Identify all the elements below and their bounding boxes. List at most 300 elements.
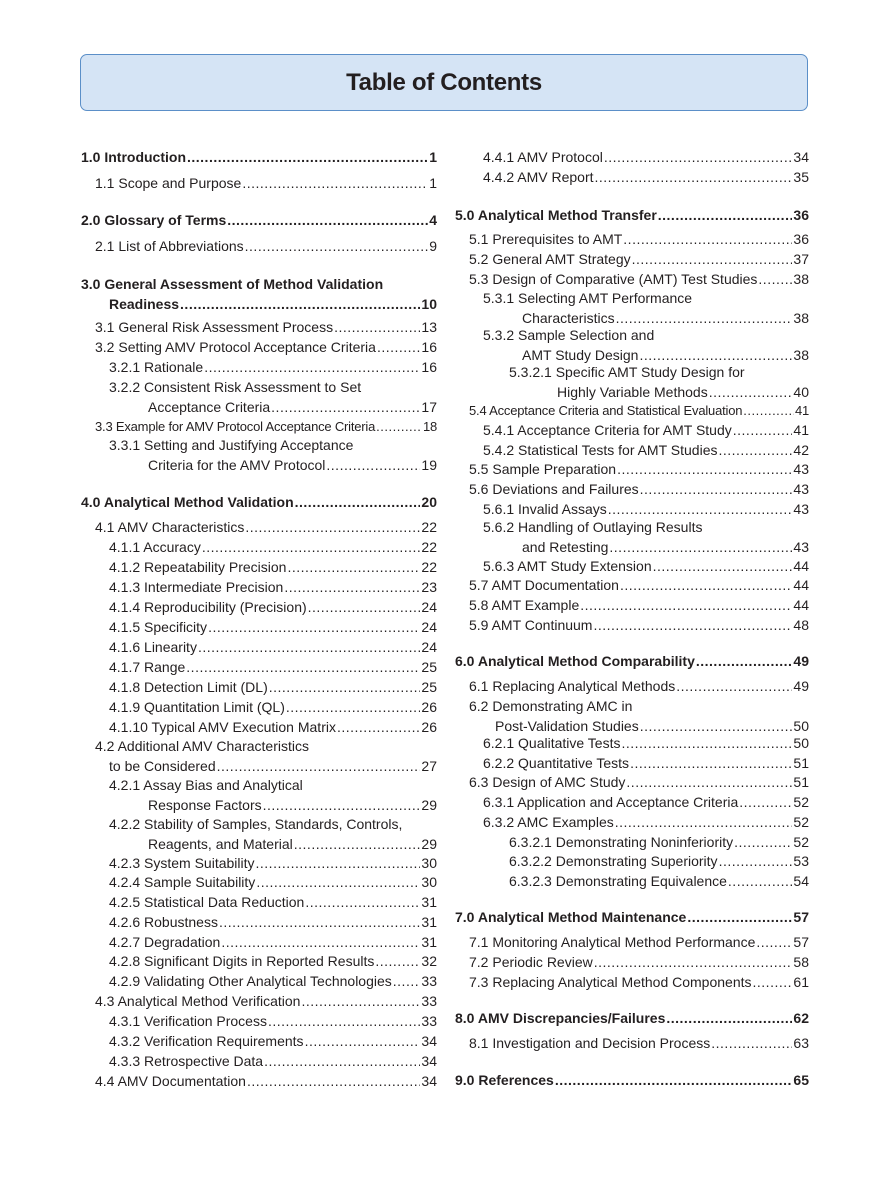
toc-entry[interactable]: [81, 338, 437, 358]
toc-page-number: 31: [421, 914, 437, 930]
toc-entry-label: 5.1 Prerequisites to AMT: [469, 231, 623, 247]
toc-entry-label: 2.0 Glossary of Terms: [81, 212, 227, 228]
dot-leader: [653, 557, 793, 577]
toc-entry-label: 6.3.2 AMC Examples: [483, 814, 614, 830]
toc-entry[interactable]: [81, 1012, 437, 1032]
toc-entry[interactable]: [455, 289, 809, 328]
toc-entry-label: 5.2 General AMT Strategy: [469, 251, 631, 267]
toc-entry-label: 4.2.8 Significant Digits in Reported Results: [109, 953, 375, 969]
toc-entry-label: 6.2.2 Quantitative Tests: [483, 755, 630, 771]
toc-entry-label: Characteristics: [522, 309, 615, 326]
toc-page-number: 34: [421, 1033, 437, 1049]
toc-entry-label: 7.3 Replacing Analytical Method Components: [469, 974, 752, 990]
toc-page-number: 36: [793, 231, 809, 247]
toc-page-number: 25: [421, 659, 437, 675]
dot-leader: [756, 933, 792, 953]
toc-entry[interactable]: [81, 972, 437, 992]
dot-leader: [617, 460, 792, 480]
dot-leader: [594, 953, 793, 973]
toc-page-number: 34: [421, 1073, 437, 1089]
toc-page-number: 34: [421, 1053, 437, 1069]
toc-entry[interactable]: [81, 698, 437, 718]
dot-leader: [227, 211, 428, 231]
toc-page-number: 16: [421, 339, 437, 355]
toc-entry-title-line: 6.2 Demonstrating AMC in: [469, 698, 633, 714]
dot-leader: [337, 718, 420, 738]
toc-entry[interactable]: [455, 616, 809, 636]
toc-page-number: 22: [421, 559, 437, 575]
toc-entry-label: 4.1.5 Specificity: [109, 619, 208, 635]
dot-leader: [666, 1009, 792, 1029]
toc-entry-label: 4.3.2 Verification Requirements: [109, 1033, 304, 1049]
toc-entry[interactable]: [455, 480, 809, 500]
toc-entry-label: and Retesting: [522, 538, 609, 555]
dot-leader: [198, 638, 420, 658]
dot-leader: [753, 973, 793, 993]
toc-entry-label: 4.3.3 Retrospective Data: [109, 1053, 264, 1069]
toc-entry-label: 6.3.2.1 Demonstrating Noninferiority: [509, 834, 734, 850]
toc-entry-label: 5.4.1 Acceptance Criteria for AMT Study: [483, 422, 732, 438]
toc-chapter-entry[interactable]: [81, 148, 437, 168]
dot-leader: [377, 338, 420, 358]
toc-page-number: 4: [429, 212, 437, 228]
toc-entry-label: Reagents, and Material: [148, 835, 293, 852]
toc-entry[interactable]: [81, 578, 437, 598]
toc-page-number: 33: [421, 973, 437, 989]
dot-leader: [711, 1034, 792, 1054]
toc-entry[interactable]: [455, 973, 809, 993]
toc-entry[interactable]: [455, 363, 809, 402]
dot-leader: [626, 773, 792, 793]
toc-page-number: 33: [421, 993, 437, 1009]
toc-page-number: 51: [793, 774, 809, 790]
toc-chapter-entry[interactable]: [455, 1071, 809, 1091]
toc-page-number: 34: [793, 149, 809, 165]
toc-entry-title-line: 5.3.2.1 Specific AMT Study Design for: [509, 364, 745, 380]
toc-entry-label: 4.3.1 Verification Process: [109, 1013, 267, 1029]
dot-leader: [301, 992, 420, 1012]
toc-entry-label: Readiness: [109, 295, 180, 312]
toc-entry[interactable]: [455, 833, 809, 853]
toc-entry[interactable]: [81, 518, 437, 538]
toc-entry[interactable]: [455, 596, 809, 616]
dot-leader: [743, 401, 794, 421]
toc-page-number: 44: [793, 577, 809, 593]
toc-entry-title-line: 3.0 General Assessment of Method Validation: [81, 276, 384, 292]
toc-entry[interactable]: [455, 933, 809, 953]
toc-entry-label: 6.3.2.2 Demonstrating Superiority: [509, 853, 718, 869]
toc-page-number: 20: [421, 494, 437, 510]
toc-entry-label: 4.1 AMV Characteristics: [95, 519, 245, 535]
toc-entry-label: Post-Validation Studies: [495, 717, 639, 734]
toc-page-number: 49: [793, 653, 809, 669]
toc-page-number: 24: [421, 639, 437, 655]
toc-entry[interactable]: [81, 618, 437, 638]
dot-leader: [593, 616, 792, 636]
toc-page-number: 23: [421, 579, 437, 595]
toc-entry-label: 5.5 Sample Preparation: [469, 461, 617, 477]
toc-entry[interactable]: [81, 417, 437, 437]
toc-page-number: 38: [793, 346, 809, 363]
toc-page-number: 32: [421, 953, 437, 969]
dot-leader: [718, 441, 792, 461]
dot-leader: [263, 796, 421, 816]
toc-page-number: 13: [421, 319, 437, 335]
toc-page-number: 22: [421, 519, 437, 535]
dot-leader: [334, 318, 420, 338]
dot-leader: [284, 578, 420, 598]
toc-entry-label: Criteria for the AMV Protocol: [148, 456, 326, 473]
dot-leader: [295, 493, 421, 513]
toc-entry[interactable]: [455, 518, 809, 557]
toc-page-number: 52: [793, 814, 809, 830]
toc-entry-label: 4.1.8 Detection Limit (DL): [109, 679, 268, 695]
toc-entry[interactable]: [455, 953, 809, 973]
toc-entry-label: 7.2 Periodic Review: [469, 954, 593, 970]
toc-entry-label: 5.6.1 Invalid Assays: [483, 501, 607, 517]
toc-entry-label: 4.2.9 Validating Other Analytical Technologies: [109, 973, 392, 989]
toc-entry-label: 4.3 Analytical Method Verification: [95, 993, 301, 1009]
toc-entry[interactable]: [455, 250, 809, 270]
toc-chapter-entry[interactable]: [81, 275, 437, 314]
toc-entry-label: 6.1 Replacing Analytical Methods: [469, 678, 676, 694]
toc-entry-label: 5.6 Deviations and Failures: [469, 481, 639, 497]
toc-entry[interactable]: [455, 168, 809, 188]
toc-page-number: 50: [793, 735, 809, 751]
toc-entry-label: 4.4.1 AMV Protocol: [483, 149, 603, 165]
toc-chapter-entry[interactable]: [455, 206, 809, 226]
toc-entry-label: 4.0 Analytical Method Validation: [81, 494, 294, 510]
dot-leader: [245, 518, 420, 538]
toc-entry[interactable]: [455, 576, 809, 596]
dot-leader: [676, 677, 792, 697]
toc-entry[interactable]: [455, 326, 809, 365]
toc-entry[interactable]: [455, 734, 809, 754]
toc-entry[interactable]: [81, 436, 437, 475]
toc-entry[interactable]: [455, 557, 809, 577]
toc-entry-label: 4.1.2 Repeatability Precision: [109, 559, 287, 575]
toc-entry[interactable]: [455, 697, 809, 736]
toc-entry-title-line: 3.3.1 Setting and Justifying Acceptance: [109, 437, 354, 453]
toc-entry[interactable]: [455, 872, 809, 892]
dot-leader: [739, 793, 792, 813]
dot-leader: [615, 813, 793, 833]
toc-page-number: 25: [421, 679, 437, 695]
toc-page-number: 26: [421, 699, 437, 715]
toc-entry-label: Highly Variable Methods: [557, 383, 708, 400]
toc-entry-title-line: 4.2.2 Stability of Samples, Standards, Controls,: [109, 816, 403, 832]
toc-page-number: 40: [793, 383, 809, 400]
toc-page-number: 26: [421, 719, 437, 735]
toc-page-number: 43: [793, 501, 809, 517]
dot-leader: [326, 456, 420, 476]
toc-entry[interactable]: [455, 500, 809, 520]
toc-entry-title-line: 4.2.1 Assay Bias and Analytical: [109, 777, 303, 793]
toc-entry-label: 4.1.7 Range: [109, 659, 186, 675]
toc-chapter-entry[interactable]: [455, 652, 809, 672]
toc-entry-label: 5.4.2 Statistical Tests for AMT Studies: [483, 442, 718, 458]
toc-entry[interactable]: [81, 1052, 437, 1072]
toc-entry-label: 4.2.4 Sample Suitability: [109, 874, 256, 890]
toc-entry-label: 3.1 General Risk Assessment Process: [95, 319, 334, 335]
toc-chapter-entry[interactable]: [455, 908, 809, 928]
toc-entry-label: 5.6.3 AMT Study Extension: [483, 558, 652, 574]
toc-page-number: 51: [793, 755, 809, 771]
toc-entry-label: 6.3 Design of AMC Study: [469, 774, 626, 790]
toc-page-number: 27: [421, 757, 437, 774]
toc-page-number: 57: [793, 934, 809, 950]
toc-entry-label: 5.8 AMT Example: [469, 597, 580, 613]
toc-page-number: 43: [793, 538, 809, 555]
toc-page-number: 38: [793, 271, 809, 287]
toc-entry-title-line: 5.3.2 Sample Selection and: [483, 327, 655, 343]
toc-entry-label: AMT Study Design: [522, 346, 639, 363]
dot-leader: [245, 237, 429, 257]
dot-leader: [734, 833, 792, 853]
toc-entry-label: 6.3.1 Application and Acceptance Criteria: [483, 794, 739, 810]
toc-entry[interactable]: [81, 952, 437, 972]
toc-page-number: 53: [793, 853, 809, 869]
dot-leader: [580, 596, 792, 616]
dot-leader: [376, 417, 422, 437]
toc-entry[interactable]: [81, 913, 437, 933]
toc-entry-label: 4.1.9 Quantitation Limit (QL): [109, 699, 285, 715]
toc-entry[interactable]: [81, 1072, 437, 1092]
dot-leader: [187, 148, 428, 168]
toc-page-number: 24: [421, 599, 437, 615]
toc-entry-label: 4.4.2 AMV Report: [483, 169, 594, 185]
toc-page-number: 17: [421, 398, 437, 415]
dot-leader: [640, 480, 793, 500]
dot-leader: [719, 852, 793, 872]
toc-entry-label: 5.4 Acceptance Criteria and Statistical Evaluation: [469, 403, 743, 418]
toc-page-number: 35: [793, 169, 809, 185]
toc-entry-label: 4.2.3 System Suitability: [109, 855, 255, 871]
toc-entry-label: 4.1.4 Reproducibility (Precision): [109, 599, 307, 615]
toc-entry[interactable]: [81, 678, 437, 698]
toc-entry-label: Response Factors: [148, 796, 262, 813]
toc-entry[interactable]: [81, 873, 437, 893]
toc-page-number: 54: [793, 873, 809, 889]
toc-page-number: 1: [429, 149, 437, 165]
dot-leader: [219, 913, 420, 933]
dot-leader: [217, 757, 421, 777]
toc-entry[interactable]: [81, 737, 437, 776]
toc-entry[interactable]: [81, 558, 437, 578]
toc-entry[interactable]: [455, 1034, 809, 1054]
toc-page-number: 48: [793, 617, 809, 633]
dot-leader: [604, 148, 793, 168]
toc-entry-label: 6.0 Analytical Method Comparability: [455, 653, 695, 669]
toc-entry-label: 4.1.1 Accuracy: [109, 539, 201, 555]
toc-entry[interactable]: [81, 598, 437, 618]
toc-entry-label: 6.2.1 Qualitative Tests: [483, 735, 621, 751]
toc-entry[interactable]: [81, 358, 437, 378]
toc-entry-label: 3.3 Example for AMV Protocol Acceptance Criteria: [95, 419, 376, 434]
toc-entry[interactable]: [81, 718, 437, 738]
toc-entry-label: 4.4 AMV Documentation: [95, 1073, 246, 1089]
dot-leader: [595, 168, 793, 188]
toc-entry[interactable]: [81, 854, 437, 874]
dot-leader: [180, 295, 420, 315]
dot-leader: [758, 270, 792, 290]
toc-entry[interactable]: [81, 174, 437, 194]
toc-entry[interactable]: [455, 460, 809, 480]
toc-page-number: 43: [793, 481, 809, 497]
toc-entry-label: 7.0 Analytical Method Maintenance: [455, 909, 687, 925]
dot-leader: [221, 933, 420, 953]
dot-leader: [305, 1032, 421, 1052]
toc-page-number: 57: [793, 909, 809, 925]
toc-page-number: 22: [421, 539, 437, 555]
toc-page-number: 33: [421, 1013, 437, 1029]
dot-leader: [242, 174, 428, 194]
toc-page-number: 29: [421, 835, 437, 852]
toc-entry[interactable]: [81, 237, 437, 257]
toc-page-number: 42: [793, 442, 809, 458]
dot-leader: [202, 538, 421, 558]
toc-entry-label: 3.2.1 Rationale: [109, 359, 204, 375]
toc-entry[interactable]: [455, 793, 809, 813]
toc-entry[interactable]: [81, 933, 437, 953]
toc-page-number: 41: [794, 403, 809, 418]
toc-entry[interactable]: [81, 776, 437, 815]
dot-leader: [256, 854, 421, 874]
toc-page-number: 63: [793, 1035, 809, 1051]
toc-page-number: 18: [422, 419, 437, 434]
toc-entry[interactable]: [455, 148, 809, 168]
toc-entry[interactable]: [455, 773, 809, 793]
toc-entry-label: 8.1 Investigation and Decision Process: [469, 1035, 711, 1051]
toc-page-number: 41: [793, 422, 809, 438]
dot-leader: [287, 558, 420, 578]
dot-leader: [269, 678, 421, 698]
toc-entry[interactable]: [455, 230, 809, 250]
dot-leader: [687, 908, 792, 928]
toc-entry-label: 5.0 Analytical Method Transfer: [455, 207, 657, 223]
toc-entry-label: 7.1 Monitoring Analytical Method Performance: [469, 934, 756, 950]
toc-entry[interactable]: [81, 992, 437, 1012]
dot-leader: [709, 383, 793, 403]
toc-entry[interactable]: [81, 318, 437, 338]
toc-entry-label: 4.1.6 Linearity: [109, 639, 197, 655]
toc-entry-label: 4.2.7 Degradation: [109, 934, 221, 950]
toc-entry[interactable]: [455, 754, 809, 774]
toc-entry-label: 9.0 References: [455, 1072, 554, 1088]
dot-leader: [630, 754, 792, 774]
toc-page-number: 50: [793, 717, 809, 734]
toc-entry[interactable]: [81, 893, 437, 913]
toc-entry-label: to be Considered: [109, 757, 216, 774]
dot-leader: [308, 598, 421, 618]
page-title: Table of Contents: [346, 68, 542, 96]
toc-page-number: 58: [793, 954, 809, 970]
toc-page-number: 9: [429, 238, 437, 254]
toc-entry[interactable]: [81, 378, 437, 417]
dot-leader: [728, 872, 793, 892]
toc-entry-title-line: 5.3.1 Selecting AMT Performance: [483, 290, 693, 306]
toc-entry[interactable]: [81, 815, 437, 854]
toc-chapter-entry[interactable]: [455, 1009, 809, 1029]
dot-leader: [208, 618, 420, 638]
toc-page-number: 16: [421, 359, 437, 375]
toc-entry-label: 4.1.10 Typical AMV Execution Matrix: [109, 719, 336, 735]
toc-entry[interactable]: [455, 677, 809, 697]
toc-entry[interactable]: [455, 270, 809, 290]
toc-entry[interactable]: [81, 1032, 437, 1052]
dot-leader: [305, 893, 420, 913]
toc-page-number: 52: [793, 794, 809, 810]
toc-chapter-entry[interactable]: [81, 493, 437, 513]
dot-leader: [268, 1012, 420, 1032]
toc-entry-label: 1.0 Introduction: [81, 149, 186, 165]
dot-leader: [632, 250, 793, 270]
toc-page-number: 31: [421, 894, 437, 910]
toc-page-number: 24: [421, 619, 437, 635]
toc-entry[interactable]: [455, 852, 809, 872]
dot-leader: [204, 358, 420, 378]
toc-entry-label: 4.2.5 Statistical Data Reduction: [109, 894, 305, 910]
dot-leader: [393, 972, 421, 992]
toc-entry[interactable]: [455, 441, 809, 461]
toc-page-number: 29: [421, 796, 437, 813]
dot-leader: [696, 652, 793, 672]
toc-entry-title-line: 4.2 Additional AMV Characteristics: [95, 738, 309, 754]
toc-entry-label: 5.9 AMT Continuum: [469, 617, 593, 633]
toc-entry[interactable]: [455, 813, 809, 833]
toc-page-number: 61: [793, 974, 809, 990]
toc-entry[interactable]: [81, 658, 437, 678]
toc-entry-label: 4.2.6 Robustness: [109, 914, 218, 930]
dot-leader: [256, 873, 420, 893]
dot-leader: [286, 698, 421, 718]
toc-entry-title-line: 5.6.2 Handling of Outlaying Results: [483, 519, 703, 535]
toc-entry-label: 3.2 Setting AMV Protocol Acceptance Criteria: [95, 339, 376, 355]
toc-page-number: 19: [421, 456, 437, 473]
toc-entry-label: 5.3 Design of Comparative (AMT) Test Studies: [469, 271, 758, 287]
toc-entry[interactable]: [81, 638, 437, 658]
toc-page-number: 10: [421, 295, 437, 312]
toc-page-number: 30: [421, 855, 437, 871]
toc-entry-title-line: 3.2.2 Consistent Risk Assessment to Set: [109, 379, 362, 395]
dot-leader: [264, 1052, 420, 1072]
toc-entry-label: Acceptance Criteria: [148, 398, 271, 415]
toc-chapter-entry[interactable]: [81, 211, 437, 231]
toc-page-number: 38: [793, 309, 809, 326]
toc-page-number: 36: [793, 207, 809, 223]
toc-page-number: 37: [793, 251, 809, 267]
dot-leader: [271, 398, 420, 418]
toc-entry-label: 4.1.3 Intermediate Precision: [109, 579, 284, 595]
toc-entry-label: 5.7 AMT Documentation: [469, 577, 619, 593]
toc-entry[interactable]: [455, 401, 809, 421]
toc-entry[interactable]: [81, 538, 437, 558]
toc-entry-label: 2.1 List of Abbreviations: [95, 238, 244, 254]
toc-page-number: 44: [793, 597, 809, 613]
dot-leader: [247, 1072, 420, 1092]
dot-leader: [658, 206, 793, 226]
dot-leader: [623, 230, 792, 250]
toc-page-number: 52: [793, 834, 809, 850]
toc-page-number: 43: [793, 461, 809, 477]
dot-leader: [294, 835, 421, 855]
toc-entry[interactable]: [455, 421, 809, 441]
dot-leader: [733, 421, 793, 441]
dot-leader: [621, 734, 792, 754]
toc-page-number: 30: [421, 874, 437, 890]
dot-leader: [375, 952, 420, 972]
toc-page-number: 44: [793, 558, 809, 574]
